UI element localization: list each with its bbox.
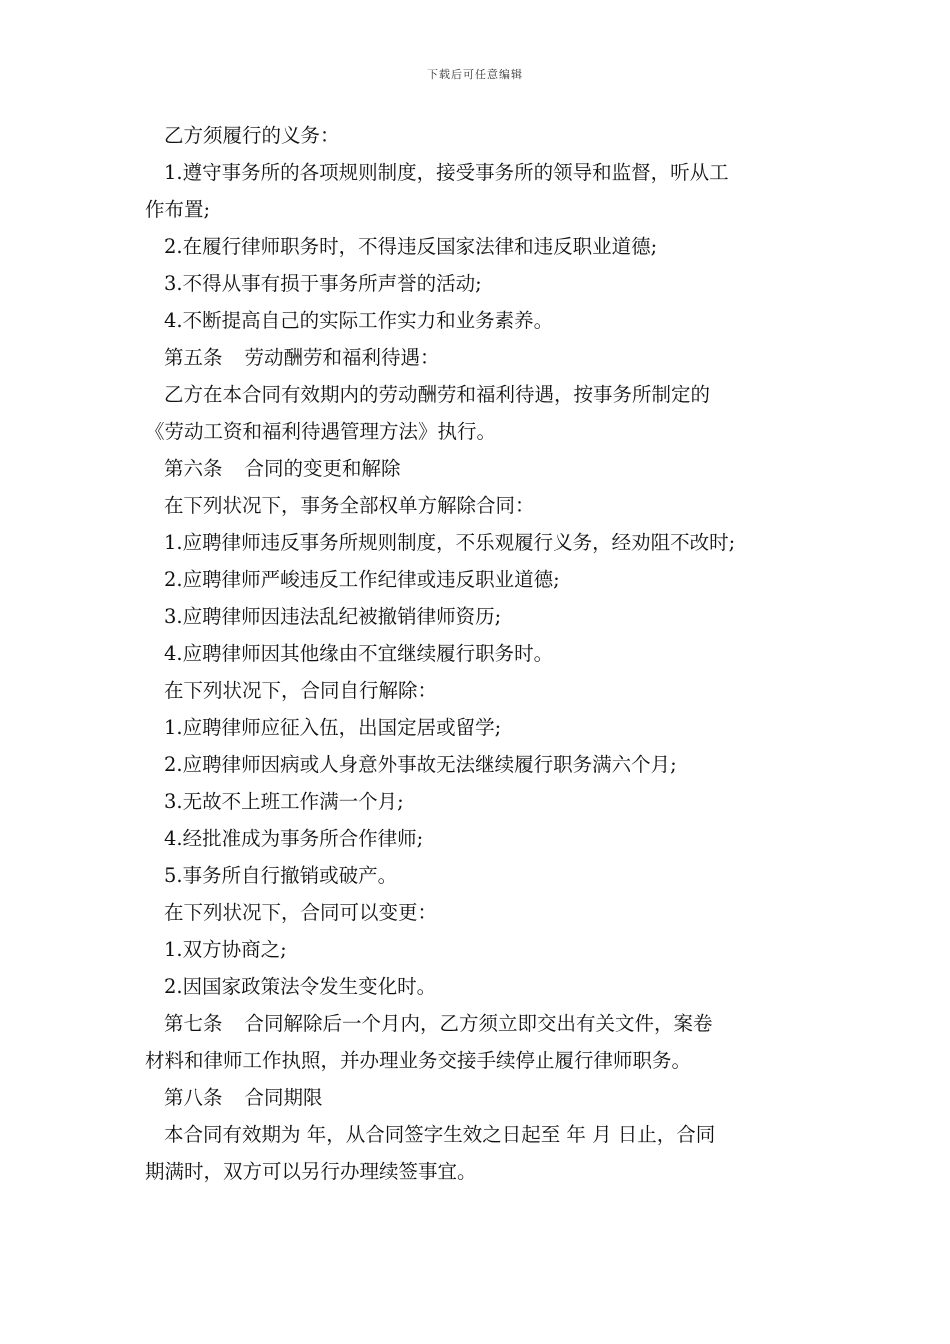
paragraph: 4.不断提高自己的实际工作实力和业务素养。 (164, 309, 554, 332)
paragraph: 本合同有效期为 年，从合同签字生效之日起至 年 月 日止，合同 (164, 1123, 716, 1146)
list-item: 4.应聘律师因其他缘由不宜继续履行职务时。 (164, 642, 554, 665)
list-item: 4.经批准成为事务所合作律师; (164, 827, 424, 850)
list-item: 1.应聘律师违反事务所规则制度，不乐观履行义务，经劝阻不改时; (164, 531, 736, 554)
article-title: 合同期限 (244, 1086, 323, 1109)
paragraph: 《劳动工资和福利待遇管理方法》执行。 (145, 420, 497, 443)
paragraph: 作布置; (145, 198, 211, 221)
article-text: 合同解除后一个月内，乙方须立即交出有关文件，案卷 (244, 1012, 713, 1035)
list-item: 2.应聘律师严峻违反工作纪律或违反职业道德; (164, 568, 560, 591)
article-number: 第七条 (164, 1012, 223, 1035)
article-number: 第六条 (164, 457, 223, 480)
section-heading (145, 339, 815, 376)
section-heading (145, 1079, 815, 1116)
section-heading (145, 450, 815, 487)
paragraph: 在下列状况下，合同自行解除： (164, 679, 438, 702)
article-title: 合同的变更和解除 (244, 457, 401, 480)
list-item: 5.事务所自行撤销或破产。 (164, 864, 398, 887)
paragraph: 在下列状况下，事务全部权单方解除合同： (164, 494, 535, 517)
paragraph: 乙方在本合同有效期内的劳动酬劳和福利待遇，按事务所制定的 (164, 383, 711, 406)
list-item: 3.无故不上班工作满一个月; (164, 790, 404, 813)
document-body (145, 117, 815, 1190)
paragraph: 在下列状况下，合同可以变更： (164, 901, 438, 924)
list-item: 1.应聘律师应征入伍，出国定居或留学; (164, 716, 502, 739)
article-title: 劳动酬劳和福利待遇： (244, 346, 440, 369)
list-item: 2.应聘律师因病或人身意外事故无法继续履行职务满六个月; (164, 753, 677, 776)
section-heading (145, 1005, 815, 1042)
article-number: 第八条 (164, 1086, 223, 1109)
paragraph: 3.不得从事有损于事务所声誉的活动; (164, 272, 482, 295)
paragraph: 期满时，双方可以另行办理续签事宜。 (145, 1160, 477, 1183)
list-item: 1.双方协商之; (164, 938, 287, 961)
page-header: 下载后可任意编辑 (427, 68, 523, 81)
list-item: 2.因国家政策法令发生变化时。 (164, 975, 437, 998)
paragraph: 乙方须履行的义务： (164, 124, 340, 147)
paragraph: 2.在履行律师职务时，不得违反国家法律和违反职业道德; (164, 235, 658, 258)
list-item: 3.应聘律师因违法乱纪被撤销律师资历; (164, 605, 502, 628)
article-number: 第五条 (164, 346, 223, 369)
paragraph: 1.遵守事务所的各项规则制度，接受事务所的领导和监督，听从工 (164, 161, 729, 184)
paragraph: 材料和律师工作执照，并办理业务交接手续停止履行律师职务。 (145, 1049, 692, 1072)
